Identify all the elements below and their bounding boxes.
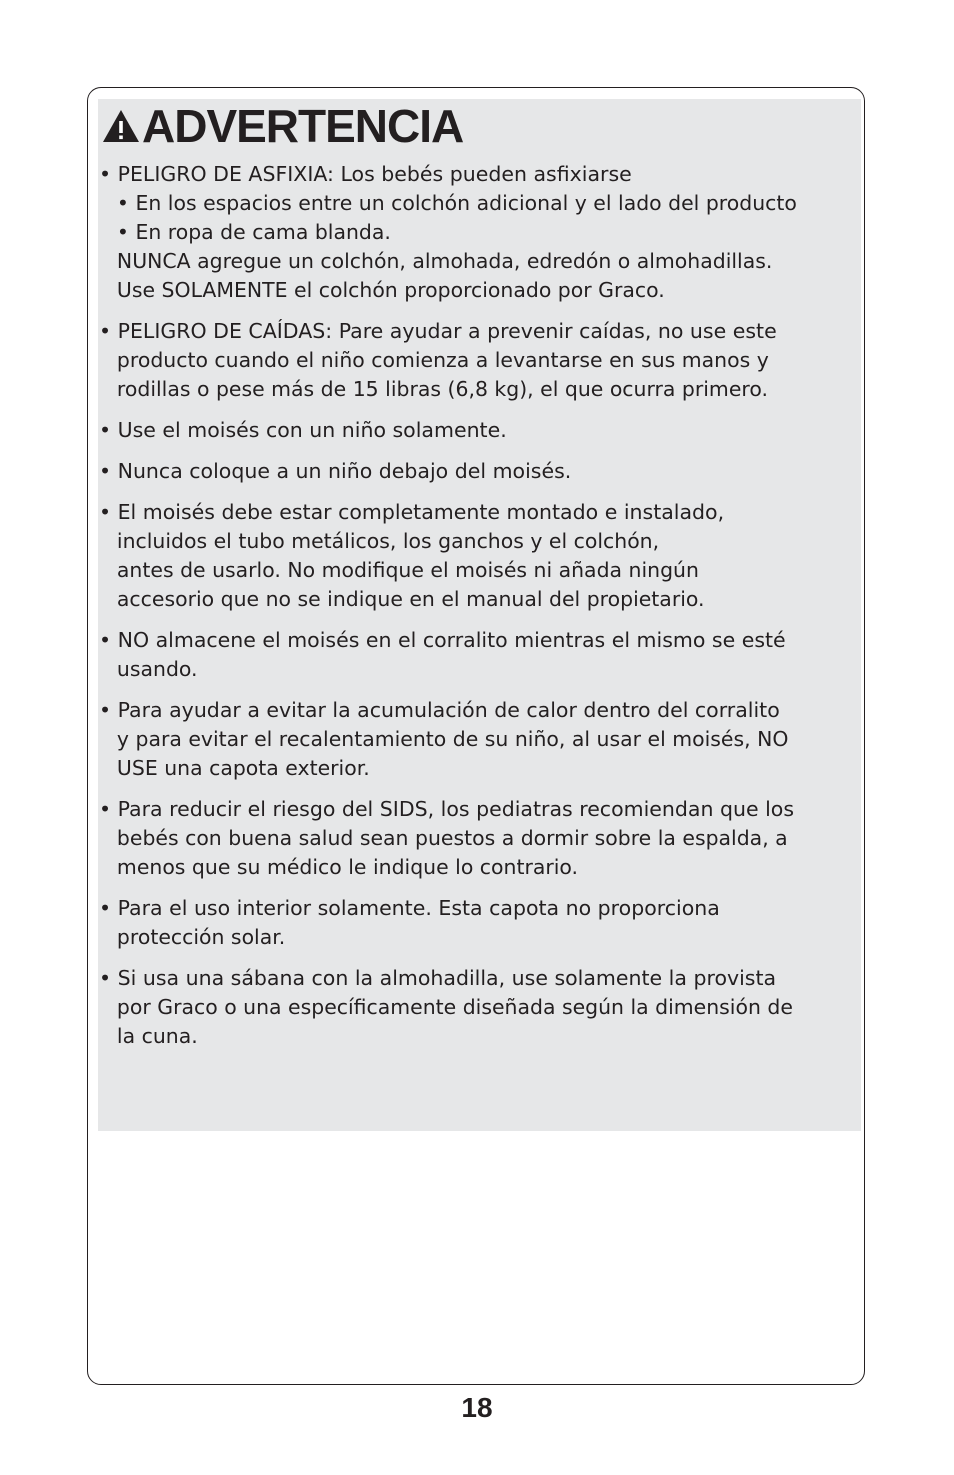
warning-line: por Graco o una específicamente diseñada según la dimensión de [116,995,793,1019]
warning-line: usando. [116,657,198,681]
warning-line: la cuna. [116,1024,198,1048]
warning-line: accesorio que no se indique en el manual del propietario. [116,587,705,611]
warning-line: antes de usarlo. No modifique el moisés ni añada ningún [116,558,699,582]
warning-line: • Para ayudar a evitar la acumulación de calor dentro del corralito [99,698,780,722]
warning-line: incluidos el tubo metálicos, los ganchos y el colchón, [116,529,660,553]
warning-item-interior [99,894,839,952]
warning-item-caidas [99,317,839,404]
warning-list [99,160,839,1063]
warning-line: • PELIGRO DE CAÍDAS: Pare ayudar a prevenir caídas, no use este [99,319,777,343]
warning-line: protección solar. [116,925,286,949]
warning-line: USE una capota exterior. [116,756,370,780]
warning-line: • Si usa una sábana con la almohadilla, use solamente la provista [99,966,777,990]
warning-line: • Para reducir el riesgo del SIDS, los pediatras recomiendan que los [99,797,795,821]
warning-item-debajo [99,457,839,486]
warning-line: rodillas o pese más de 15 libras (6,8 kg), el que ocurra primero. [116,377,768,401]
warning-item-almacene [99,626,839,684]
warning-item-calor [99,696,839,783]
warning-line: bebés con buena salud sean puestos a dormir sobre la espalda, a [116,826,788,850]
warning-line: • Nunca coloque a un niño debajo del moisés. [99,459,572,483]
warning-line: • Para el uso interior solamente. Esta capota no proporciona [99,896,720,920]
warning-line: • En ropa de cama blanda. [116,220,391,244]
warning-line: • En los espacios entre un colchón adicional y el lado del producto [116,191,797,215]
warning-line: menos que su médico le indique lo contrario. [116,855,579,879]
warning-item-sids [99,795,839,882]
warning-line: • El moisés debe estar completamente montado e instalado, [99,500,725,524]
warning-line: • PELIGRO DE ASFIXIA: Los bebés pueden asfixiarse [99,162,632,186]
warning-item-un-nino [99,416,839,445]
warning-line: Use SOLAMENTE el colchón proporcionado por Graco. [116,278,665,302]
warning-triangle-icon [102,109,140,143]
warning-heading [102,100,463,152]
page-number: 18 [461,1392,493,1423]
warning-title: ADVERTENCIA [142,100,464,152]
warning-line: • NO almacene el moisés en el corralito mientras el mismo se esté [99,628,786,652]
warning-item-sabana [99,964,839,1051]
warning-line: NUNCA agregue un colchón, almohada, edredón o almohadillas. [116,249,773,273]
warning-line: y para evitar el recalentamiento de su niño, al usar el moisés, NO [116,727,789,751]
warning-item-montado [99,498,839,614]
warning-line: producto cuando el niño comienza a levantarse en sus manos y [116,348,769,372]
warning-item-asfixia [99,160,839,305]
warning-line: • Use el moisés con un niño solamente. [99,418,507,442]
